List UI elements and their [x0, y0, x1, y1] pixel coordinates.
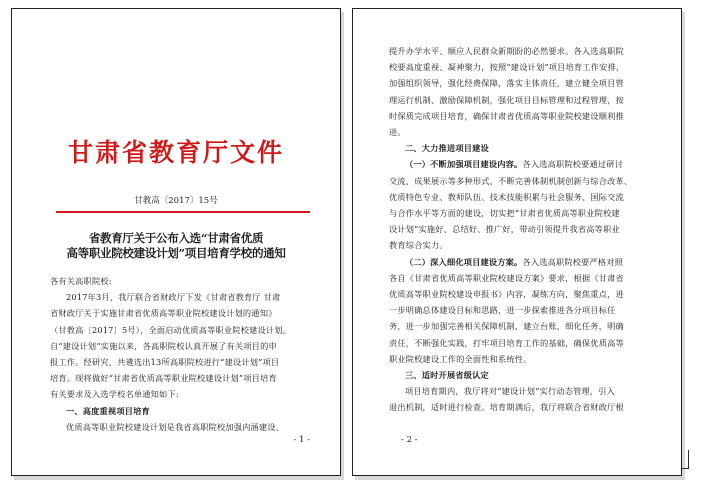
text-line: 自“建设计划”实施以来，各高职院校认真开展了有关项目的申 [50, 340, 277, 351]
text-run: 各入选高职院校要严格对照 [522, 256, 624, 267]
page1-body [50, 273, 316, 435]
text-line: 进。 [389, 127, 406, 138]
text-line: 时保质完成项目培育，确保甘肃省优质高等职业院校建设顺利推 [389, 110, 624, 121]
notice-title-line: 高等职业院校建设计划”项目培育学校的通知 [66, 246, 286, 260]
text-line: 报工作。经研究，共遴选出13所高职院校进行“建设计划”项目 [50, 357, 280, 368]
text-run: 各入选高职院校要通过研讨 [522, 159, 624, 170]
red-divider-line [56, 211, 310, 213]
document-header-title: 甘肃省教育厅文件 [67, 138, 284, 167]
text-line: 设计划”实施好、总结好、推广好，带动引领提升我省高等职业 [389, 224, 620, 235]
text-line: 提升办学水平、顺应人民群众新期盼的必然要求。各入选高职院 [389, 46, 624, 56]
text-line: 交流、成果展示等多种形式，不断完善体制机制创新与综合改革、 [389, 175, 633, 186]
notice-title-line: 省教育厅关于公布入选“甘肃省优质 [88, 231, 264, 245]
text-line: （甘教高〔2017〕5号），全面启动优质高等职业院校建设计划。 [50, 324, 292, 335]
subheading-1: （一）不断加强项目建设内容。 [405, 159, 523, 170]
text-line: 退出机制，适时进行检查。培育期满后，我厅将联合省财政厅根 [389, 402, 624, 413]
page2-body [389, 43, 659, 416]
text-line: 优质高等职业院校建设计划是我省高职院校加强内涵建设、 [66, 421, 285, 432]
text-line: 务，进一步加强完善相关保障机制，建立台账，细化任务，明确 [389, 321, 624, 332]
subheading-2: （二）深入细化项目建设方案。 [405, 256, 523, 267]
text-line: 一步明确总体建设目标和思路，进一步探索推进各分项目标任 [389, 305, 616, 316]
text-line: 理运行机制、激励保障机制，强化项目目标管理和过程管理，按 [389, 94, 624, 105]
text-line: 责任，不断强化实践，打牢项目培育工作的基础，确保优质高等 [389, 337, 624, 348]
page-number: - 2 - [401, 435, 418, 445]
text-line: 教育综合实力。 [389, 240, 448, 251]
section-heading-2: 二、大力推进项目建设 [405, 143, 489, 154]
text-line: 各自《甘肃省优质高等职业院校建设方案》要求，根据《甘肃省 [389, 272, 624, 283]
text-line: 与合作水平等方面的建设，切实把“甘肃省优质高等职业院校建 [389, 208, 620, 219]
notice-title [52, 231, 300, 261]
text-line [389, 156, 659, 172]
text-line: 有关要求及入选学校名单通知如下: [50, 389, 179, 400]
text-line: 职业院校建设工作的全面性和系统性。 [389, 353, 532, 364]
text-line: 2017年3月，我厅联合省财政厅下发《甘肃省教育厅 甘肃 [66, 292, 281, 303]
text-line: 校要高度重视、凝神聚力，按照“建设计划”项目培育工作安排， [389, 62, 625, 73]
document-page-2 [352, 8, 682, 476]
section-heading-3: 三、适时开展省级认定 [405, 370, 489, 381]
text-line: 加强组织领导，强化经费保障，落实主体责任，建立健全项目管 [389, 78, 624, 89]
corner-crop-mark [682, 450, 689, 469]
text-line: 优质特色专业、教师队伍、技术技能积累与社会服务、国际交流 [389, 191, 624, 202]
text-line [389, 254, 659, 270]
addressee: 各有关高职院校: [50, 276, 112, 286]
section-heading-1: 一、高度重视项目培育 [66, 405, 150, 416]
text-line: 培育。现将做好“甘肃省优质高等职业院校建设计划”项目培育 [50, 373, 277, 384]
page-number: - 1 - [293, 435, 310, 445]
text-line: 省财政厅关于实施甘肃省优质高等职业院校建设计划的通知》 [50, 308, 277, 319]
document-page-1 [11, 8, 341, 476]
document-number: 甘教高〔2017〕15号 [134, 196, 218, 206]
text-line: 项目培育期内，我厅将对“建设计划”实行动态管理，引入 [405, 386, 616, 397]
text-line: 优质高等职业院校建设申报书》内容，凝练方向，聚焦重点，进 [389, 289, 624, 300]
